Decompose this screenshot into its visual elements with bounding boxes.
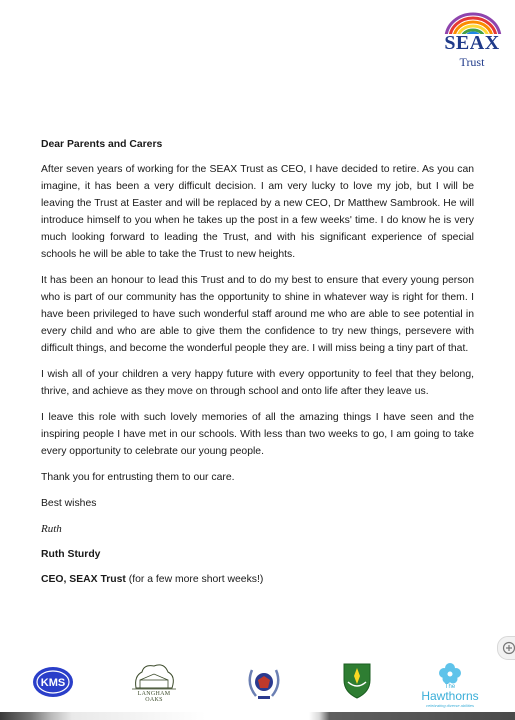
signer-title-rest: (for a few more short weeks!) — [125, 574, 264, 585]
paragraph-5: Thank you for entrusting them to our care. — [41, 472, 235, 483]
kms-badge-icon — [32, 660, 74, 706]
corner-action-button[interactable] — [497, 636, 515, 660]
wreath-crest-icon — [244, 660, 284, 706]
the-hawthorns-logo — [418, 660, 482, 706]
seax-trust-logo — [440, 10, 504, 70]
langham-oaks-logo — [128, 660, 180, 706]
bottom-edge-strip — [0, 712, 515, 720]
letter-body — [41, 136, 474, 597]
oak-tree-icon — [128, 660, 180, 692]
hawthorns-the-label: The — [444, 684, 456, 690]
footer-school-logos — [0, 660, 515, 708]
paragraph-2: It has been an honour to lead this Trust and to do my best to ensure that every young person who is part of our community has the opportunity to shine in whatever way is right for them. I have been privileged to have such wonderful staff around me who are able to see potential in every child and who are able to give them the confidence to try new things, persevere with difficult things, and become the wonderful people they are. I will miss being a tiny part of that. — [41, 275, 474, 354]
langham-oaks-label: LANGHAM OAKS — [137, 691, 171, 703]
logo-wordmark: SEAX — [444, 32, 500, 54]
signer-name: Ruth Sturdy — [41, 549, 101, 560]
logo-subtitle: Trust — [459, 55, 485, 69]
greeting: Dear Parents and Carers — [41, 139, 163, 150]
paragraph-3: I wish all of your children a very happy future with every opportunity to feel that they belong, thrive, and achieve as they move on through school and onto life after they leave us. — [41, 369, 474, 397]
signer-title — [41, 571, 474, 588]
paragraph-1: After seven years of working for the SEAX Trust as CEO, I have decided to retire. As you can imagine, it has been a very difficult decision. I am very lucky to love my job, but I will be leaving the Trust at Easter and will be replaced by a new CEO, Dr Matthew Sambrook. He will introduce himself to you when he takes up the post in a few weeks' time. I do know he is very much looking forward to leading the Trust, and with his significant experience of special schools he will be able to take the Trust to new heights. — [41, 164, 474, 260]
paragraph-4: I leave this role with such lovely memories of all the amazing things I have seen and the inspiring people I have met in our schools. With less than two weeks to go, I am going to take every opportunity to celebrate our young people. — [41, 412, 474, 457]
shield-logo — [342, 660, 372, 706]
green-shield-icon — [342, 660, 372, 700]
hawthorns-label: Hawthorns — [421, 689, 479, 703]
signer-title-bold: CEO, SEAX Trust — [41, 574, 126, 585]
plus-circle-icon — [502, 641, 515, 655]
closing: Best wishes — [41, 498, 97, 509]
hawthorns-tagline: celebrating diverse abilities — [425, 703, 475, 708]
kms-logo-text: KMS — [40, 677, 66, 689]
signature: Ruth — [41, 523, 62, 535]
kms-logo — [32, 660, 74, 706]
flower-icon — [418, 660, 482, 684]
school-crest-logo — [244, 660, 284, 706]
